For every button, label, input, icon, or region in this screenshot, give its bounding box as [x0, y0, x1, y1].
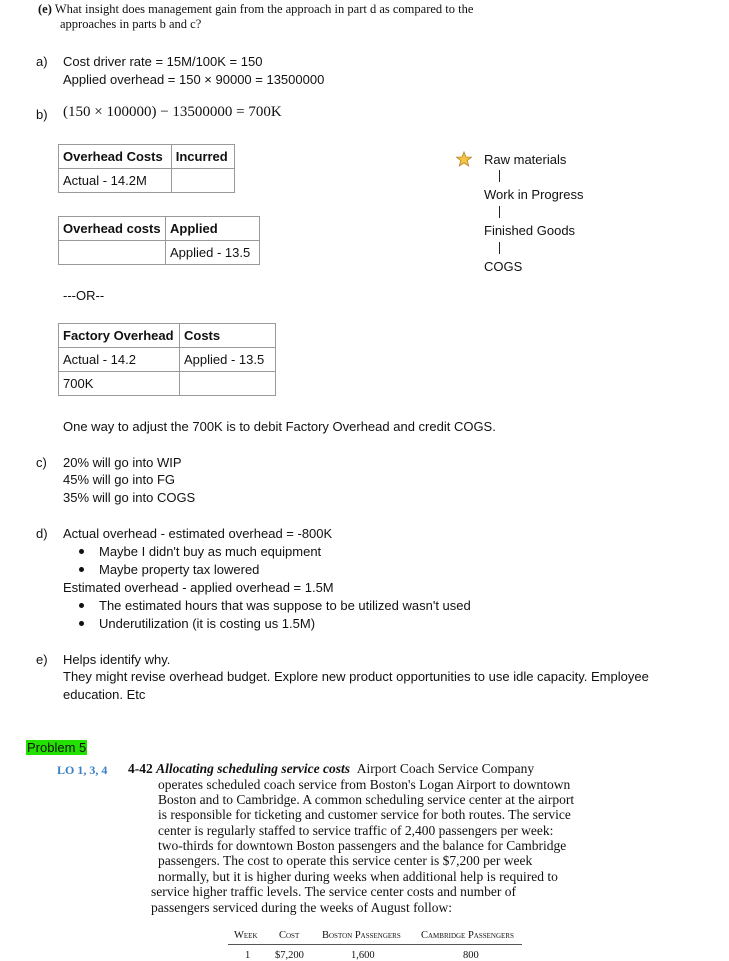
- question-e-line1: What insight does management gain from the approach in part d as compared to the: [54, 2, 474, 16]
- part-e-label: e): [36, 652, 48, 667]
- table3-header-1: Factory Overhead: [59, 324, 180, 348]
- flow-step-cogs: COGS: [484, 259, 523, 274]
- question-e-header: [38, 2, 473, 17]
- data-table-header-cost: Cost: [279, 930, 300, 941]
- overhead-incurred-table: [58, 144, 235, 193]
- data-table-cell: 1: [245, 950, 251, 961]
- part-e-line1: Helps identify why.: [63, 652, 171, 667]
- question-e-line2: approaches in parts b and c?: [60, 17, 202, 31]
- problem-body-line: center is regularly staffed to service traffic of 2,400 passengers per week:: [158, 823, 554, 838]
- table2-cell-1: [59, 241, 166, 265]
- table3-row1-cell2: Applied - 13.5: [180, 348, 276, 372]
- problem-first-line: [128, 761, 534, 776]
- bullet-icon: [79, 603, 84, 608]
- star-icon: [456, 151, 472, 167]
- part-d-label: d): [36, 526, 48, 541]
- problem-body-line: is responsible for ticketing and customer service for both routes. The service: [158, 807, 571, 822]
- question-e-label: (e): [38, 2, 52, 16]
- part-d-line1: Actual overhead - estimated overhead = -800K: [63, 526, 333, 541]
- table2-header-1: Overhead costs: [59, 217, 166, 241]
- data-table-cell: $7,200: [275, 950, 304, 961]
- table1-cell-2: [171, 169, 234, 193]
- problem-body-line: Boston and to Cambridge. A common scheduling service center at the airport: [158, 792, 575, 807]
- table3-row2-cell2: [180, 372, 276, 396]
- part-e-line2: They might revise overhead budget. Explore new product opportunities to use idle capacity. Employee: [63, 669, 649, 684]
- table1-header-1: Overhead Costs: [59, 145, 172, 169]
- part-e-line3: education. Etc: [63, 687, 146, 702]
- problem-number: 4-42: [128, 761, 153, 776]
- adjust-text: One way to adjust the 700K is to debit Factory Overhead and credit COGS.: [63, 419, 496, 434]
- flow-connector: [499, 242, 500, 254]
- flow-connector: [499, 206, 500, 218]
- data-table-header-week: Week: [234, 930, 258, 941]
- bullet-icon: [79, 549, 84, 554]
- data-table-cell: 800: [463, 950, 479, 961]
- problem-body-line: normally, but it is higher during weeks when additional help is required to: [158, 869, 558, 884]
- part-a-line2: Applied overhead = 150 × 90000 = 13500000: [63, 72, 325, 87]
- problem-label: Problem 5: [27, 740, 87, 755]
- part-d-bullet: Maybe I didn't buy as much equipment: [99, 544, 322, 559]
- flow-step-raw-materials: Raw materials: [484, 152, 567, 167]
- problem-title: Allocating scheduling service costs: [156, 761, 350, 776]
- part-b-equation: (150 × 100000) − 13500000 = 700K: [63, 104, 282, 120]
- table3-row2-cell1: 700K: [59, 372, 180, 396]
- bullet-icon: [79, 621, 84, 626]
- part-c-line: 20% will go into WIP: [63, 455, 182, 470]
- part-d-bullet: The estimated hours that was suppose to be utilized wasn't used: [99, 598, 471, 613]
- part-c-label: c): [36, 455, 47, 470]
- problem-tail-line: service higher traffic levels. The service center costs and number of: [151, 884, 516, 899]
- data-table-rule: [228, 944, 522, 945]
- data-table-header-cambridge: Cambridge Passengers: [421, 930, 514, 941]
- part-d-line2: Estimated overhead - applied overhead = 1.5M: [63, 580, 334, 595]
- problem-body-line: operates scheduled coach service from Boston's Logan Airport to downtown: [158, 777, 571, 792]
- part-a-label: a): [36, 54, 48, 69]
- bullet-icon: [79, 567, 84, 572]
- overhead-applied-table: [58, 216, 260, 265]
- flow-connector: [499, 170, 500, 182]
- problem-first-line-rest: Airport Coach Service Company: [356, 761, 535, 776]
- problem-body-line: two-thirds for downtown Boston passengers and the balance for Cambridge: [158, 838, 567, 853]
- part-b-label: b): [36, 107, 48, 122]
- part-a-line1: Cost driver rate = 15M/100K = 150: [63, 54, 263, 69]
- data-table-cell: 1,600: [351, 950, 375, 961]
- learning-objectives: LO 1, 3, 4: [57, 763, 108, 777]
- data-table-header-boston: Boston Passengers: [322, 930, 401, 941]
- table3-row1-cell1: Actual - 14.2: [59, 348, 180, 372]
- problem-tail-line: passengers serviced during the weeks of August follow:: [151, 900, 453, 915]
- part-d-bullet: Maybe property tax lowered: [99, 562, 260, 577]
- table1-header-2: Incurred: [171, 145, 234, 169]
- or-separator: ---OR--: [63, 288, 105, 303]
- table1-cell-1: Actual - 14.2M: [59, 169, 172, 193]
- table2-cell-2: Applied - 13.5: [166, 241, 260, 265]
- part-c-line: 35% will go into COGS: [63, 490, 196, 505]
- table3-header-2: Costs: [180, 324, 276, 348]
- part-c-line: 45% will go into FG: [63, 472, 175, 487]
- flow-step-finished-goods: Finished Goods: [484, 223, 576, 238]
- part-d-bullet: Underutilization (it is costing us 1.5M): [99, 616, 316, 631]
- table2-header-2: Applied: [166, 217, 260, 241]
- factory-overhead-table: [58, 323, 276, 396]
- flow-step-wip: Work in Progress: [484, 187, 584, 202]
- problem-body-line: passengers. The cost to operate this service center is $7,200 per week: [158, 853, 533, 868]
